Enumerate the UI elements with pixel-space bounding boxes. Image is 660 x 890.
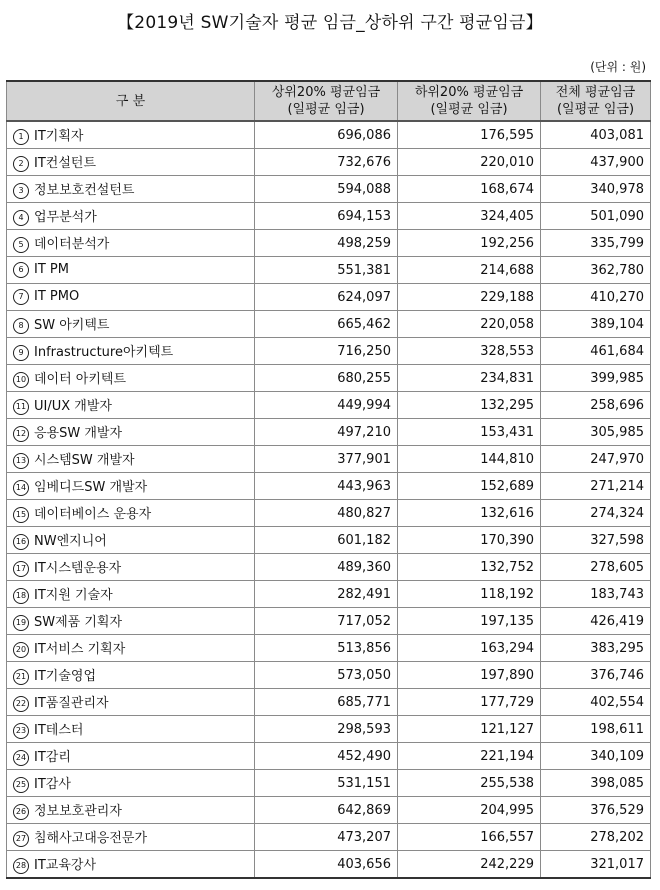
top20-wage-cell: 694,153: [255, 203, 398, 230]
overall-wage-cell: 258,696: [541, 392, 651, 419]
job-title-label: IT PMO: [34, 289, 80, 304]
table-row: [7, 770, 651, 797]
bottom20-wage-cell: 163,294: [398, 635, 541, 662]
bottom20-wage-cell: 121,127: [398, 716, 541, 743]
row-number-badge: 11: [13, 399, 29, 415]
job-title-label: IT감사: [34, 777, 71, 792]
job-title-label: 데이터베이스 운용자: [34, 507, 152, 522]
overall-wage-cell: 383,295: [541, 635, 651, 662]
top20-wage-cell: 685,771: [255, 689, 398, 716]
job-title-label: IT지원 기술자: [34, 588, 113, 603]
table-row: [7, 743, 651, 770]
table-row: [7, 365, 651, 392]
table-row: [7, 608, 651, 635]
table-row: [7, 689, 651, 716]
top20-wage-cell: 449,994: [255, 392, 398, 419]
row-number-badge: 2: [13, 156, 29, 172]
job-title-label: IT테스터: [34, 723, 84, 738]
top20-wage-cell: 601,182: [255, 527, 398, 554]
bottom20-wage-cell: 176,595: [398, 121, 541, 149]
table-row: [7, 419, 651, 446]
row-number-badge: 12: [13, 426, 29, 442]
job-title-cell: [7, 743, 255, 770]
job-title-cell: [7, 716, 255, 743]
job-title-cell: [7, 419, 255, 446]
job-title-cell: [7, 851, 255, 879]
top20-wage-cell: 489,360: [255, 554, 398, 581]
row-number-badge: 8: [13, 318, 29, 334]
top20-wage-cell: 732,676: [255, 149, 398, 176]
overall-wage-cell: 410,270: [541, 284, 651, 311]
job-title-label: 업무분석가: [34, 210, 97, 225]
row-number-badge: 28: [13, 858, 29, 874]
table-row: [7, 121, 651, 149]
overall-wage-cell: 274,324: [541, 500, 651, 527]
row-number-badge: 22: [13, 696, 29, 712]
top20-wage-cell: 473,207: [255, 824, 398, 851]
row-number-badge: 9: [13, 345, 29, 361]
job-title-label: 데이터 아키텍트: [34, 372, 127, 387]
table-row: [7, 500, 651, 527]
row-number-badge: 18: [13, 588, 29, 604]
overall-wage-cell: 402,554: [541, 689, 651, 716]
bottom20-wage-cell: 328,553: [398, 338, 541, 365]
job-title-label: IT품질관리자: [34, 696, 109, 711]
overall-wage-cell: 399,985: [541, 365, 651, 392]
bottom20-wage-cell: 192,256: [398, 230, 541, 257]
job-title-cell: [7, 311, 255, 338]
job-title-label: SW 아키텍트: [34, 318, 110, 333]
row-number-badge: 27: [13, 831, 29, 847]
overall-wage-cell: 376,746: [541, 662, 651, 689]
job-title-cell: [7, 689, 255, 716]
job-title-label: 침해사고대응전문가: [34, 831, 148, 846]
job-title-label: IT서비스 기획자: [34, 642, 126, 657]
row-number-badge: 10: [13, 372, 29, 388]
job-title-label: SW제품 기획자: [34, 615, 123, 630]
overall-wage-cell: 335,799: [541, 230, 651, 257]
top20-wage-cell: 594,088: [255, 176, 398, 203]
job-title-label: 응용SW 개발자: [34, 426, 123, 441]
table-row: [7, 338, 651, 365]
row-number-badge: 26: [13, 804, 29, 820]
top20-wage-cell: 282,491: [255, 581, 398, 608]
table-row: [7, 446, 651, 473]
job-title-cell: [7, 203, 255, 230]
table-row: [7, 149, 651, 176]
header-bottom20: 하위20% 평균임금 (일평균 임금): [398, 81, 541, 121]
page-title: 【2019년 SW기술자 평균 임금_상하위 구간 평균임금】: [117, 13, 543, 33]
job-title-label: NW엔지니어: [34, 534, 107, 549]
header-overall: 전체 평균임금 (일평균 임금): [541, 81, 651, 121]
top20-wage-cell: 513,856: [255, 635, 398, 662]
bottom20-wage-cell: 204,995: [398, 797, 541, 824]
row-number-badge: 6: [13, 262, 29, 278]
overall-wage-cell: 198,611: [541, 716, 651, 743]
top20-wage-cell: 696,086: [255, 121, 398, 149]
row-number-badge: 19: [13, 615, 29, 631]
row-number-badge: 20: [13, 642, 29, 658]
bottom20-wage-cell: 144,810: [398, 446, 541, 473]
bottom20-wage-cell: 118,192: [398, 581, 541, 608]
row-number-badge: 21: [13, 669, 29, 685]
job-title-cell: [7, 392, 255, 419]
overall-wage-cell: 501,090: [541, 203, 651, 230]
bottom20-wage-cell: 132,295: [398, 392, 541, 419]
row-number-badge: 23: [13, 723, 29, 739]
bottom20-wage-cell: 168,674: [398, 176, 541, 203]
job-title-cell: [7, 500, 255, 527]
row-number-badge: 7: [13, 289, 29, 305]
job-title-cell: [7, 473, 255, 500]
top20-wage-cell: 551,381: [255, 257, 398, 284]
overall-wage-cell: 278,605: [541, 554, 651, 581]
row-number-badge: 16: [13, 534, 29, 550]
table-row: [7, 284, 651, 311]
overall-wage-cell: 362,780: [541, 257, 651, 284]
top20-wage-cell: 717,052: [255, 608, 398, 635]
job-title-cell: [7, 527, 255, 554]
table-row: [7, 662, 651, 689]
row-number-badge: 25: [13, 777, 29, 793]
table-row: [7, 635, 651, 662]
top20-wage-cell: 377,901: [255, 446, 398, 473]
job-title-cell: [7, 824, 255, 851]
top20-wage-cell: 403,656: [255, 851, 398, 879]
job-title-cell: [7, 149, 255, 176]
table-row: [7, 527, 651, 554]
job-title-label: 정보보호컨설턴트: [34, 183, 135, 198]
bottom20-wage-cell: 234,831: [398, 365, 541, 392]
job-title-cell: [7, 365, 255, 392]
top20-wage-cell: 497,210: [255, 419, 398, 446]
job-title-label: IT기획자: [34, 129, 84, 144]
bottom20-wage-cell: 197,890: [398, 662, 541, 689]
row-number-badge: 24: [13, 750, 29, 766]
table-row: [7, 716, 651, 743]
job-title-label: Infrastructure아키텍트: [34, 345, 174, 360]
bottom20-wage-cell: 214,688: [398, 257, 541, 284]
table-row: [7, 797, 651, 824]
bottom20-wage-cell: 132,616: [398, 500, 541, 527]
top20-wage-cell: 298,593: [255, 716, 398, 743]
header-category: 구 분: [7, 81, 255, 121]
overall-wage-cell: 376,529: [541, 797, 651, 824]
bottom20-wage-cell: 324,405: [398, 203, 541, 230]
bottom20-wage-cell: 255,538: [398, 770, 541, 797]
bottom20-wage-cell: 170,390: [398, 527, 541, 554]
row-number-badge: 1: [13, 129, 29, 145]
bottom20-wage-cell: 166,557: [398, 824, 541, 851]
table-row: [7, 581, 651, 608]
top20-wage-cell: 498,259: [255, 230, 398, 257]
row-number-badge: 14: [13, 480, 29, 496]
table-row: [7, 392, 651, 419]
row-number-badge: 3: [13, 183, 29, 199]
bottom20-wage-cell: 242,229: [398, 851, 541, 879]
bottom20-wage-cell: 221,194: [398, 743, 541, 770]
overall-wage-cell: 247,970: [541, 446, 651, 473]
job-title-label: 데이터분석가: [34, 237, 110, 252]
bottom20-wage-cell: 220,010: [398, 149, 541, 176]
overall-wage-cell: 403,081: [541, 121, 651, 149]
table-row: [7, 176, 651, 203]
table-row: [7, 230, 651, 257]
row-number-badge: 17: [13, 561, 29, 577]
top20-wage-cell: 624,097: [255, 284, 398, 311]
bottom20-wage-cell: 153,431: [398, 419, 541, 446]
overall-wage-cell: 327,598: [541, 527, 651, 554]
job-title-cell: [7, 770, 255, 797]
row-number-badge: 5: [13, 237, 29, 253]
overall-wage-cell: 426,419: [541, 608, 651, 635]
overall-wage-cell: 340,978: [541, 176, 651, 203]
top20-wage-cell: 665,462: [255, 311, 398, 338]
table-row: [7, 824, 651, 851]
row-number-badge: 15: [13, 507, 29, 523]
overall-wage-cell: 389,104: [541, 311, 651, 338]
job-title-cell: [7, 121, 255, 149]
table-row: [7, 851, 651, 879]
table-row: [7, 203, 651, 230]
job-title-label: 정보보호관리자: [34, 804, 122, 819]
job-title-label: UI/UX 개발자: [34, 399, 112, 414]
row-number-badge: 4: [13, 210, 29, 226]
bottom20-wage-cell: 229,188: [398, 284, 541, 311]
job-title-cell: [7, 257, 255, 284]
job-title-cell: [7, 284, 255, 311]
top20-wage-cell: 716,250: [255, 338, 398, 365]
top20-wage-cell: 443,963: [255, 473, 398, 500]
job-title-label: IT시스템운용자: [34, 561, 122, 576]
table-row: [7, 473, 651, 500]
overall-wage-cell: 271,214: [541, 473, 651, 500]
top20-wage-cell: 573,050: [255, 662, 398, 689]
table-row: [7, 257, 651, 284]
overall-wage-cell: 437,900: [541, 149, 651, 176]
overall-wage-cell: 321,017: [541, 851, 651, 879]
top20-wage-cell: 680,255: [255, 365, 398, 392]
job-title-cell: [7, 230, 255, 257]
job-title-cell: [7, 176, 255, 203]
top20-wage-cell: 480,827: [255, 500, 398, 527]
top20-wage-cell: 452,490: [255, 743, 398, 770]
top20-wage-cell: 642,869: [255, 797, 398, 824]
overall-wage-cell: 278,202: [541, 824, 651, 851]
bottom20-wage-cell: 220,058: [398, 311, 541, 338]
bottom20-wage-cell: 177,729: [398, 689, 541, 716]
wage-table: [6, 80, 651, 879]
job-title-cell: [7, 662, 255, 689]
job-title-label: IT PM: [34, 262, 69, 277]
overall-wage-cell: 461,684: [541, 338, 651, 365]
top20-wage-cell: 531,151: [255, 770, 398, 797]
job-title-cell: [7, 338, 255, 365]
job-title-cell: [7, 635, 255, 662]
overall-wage-cell: 305,985: [541, 419, 651, 446]
table-row: [7, 311, 651, 338]
unit-label: (단위 : 원): [590, 60, 646, 74]
table-header-row: [7, 81, 651, 121]
job-title-label: IT교육강사: [34, 858, 97, 873]
job-title-cell: [7, 581, 255, 608]
bottom20-wage-cell: 197,135: [398, 608, 541, 635]
bottom20-wage-cell: 132,752: [398, 554, 541, 581]
table-row: [7, 554, 651, 581]
job-title-label: IT기술영업: [34, 669, 97, 684]
overall-wage-cell: 340,109: [541, 743, 651, 770]
job-title-label: IT감리: [34, 750, 71, 765]
job-title-cell: [7, 797, 255, 824]
header-top20: 상위20% 평균임금 (일평균 임금): [255, 81, 398, 121]
job-title-cell: [7, 446, 255, 473]
bottom20-wage-cell: 152,689: [398, 473, 541, 500]
job-title-label: 시스템SW 개발자: [34, 453, 135, 468]
overall-wage-cell: 398,085: [541, 770, 651, 797]
overall-wage-cell: 183,743: [541, 581, 651, 608]
job-title-cell: [7, 554, 255, 581]
job-title-cell: [7, 608, 255, 635]
job-title-label: 임베디드SW 개발자: [34, 480, 148, 495]
job-title-label: IT컨설턴트: [34, 156, 97, 171]
row-number-badge: 13: [13, 453, 29, 469]
